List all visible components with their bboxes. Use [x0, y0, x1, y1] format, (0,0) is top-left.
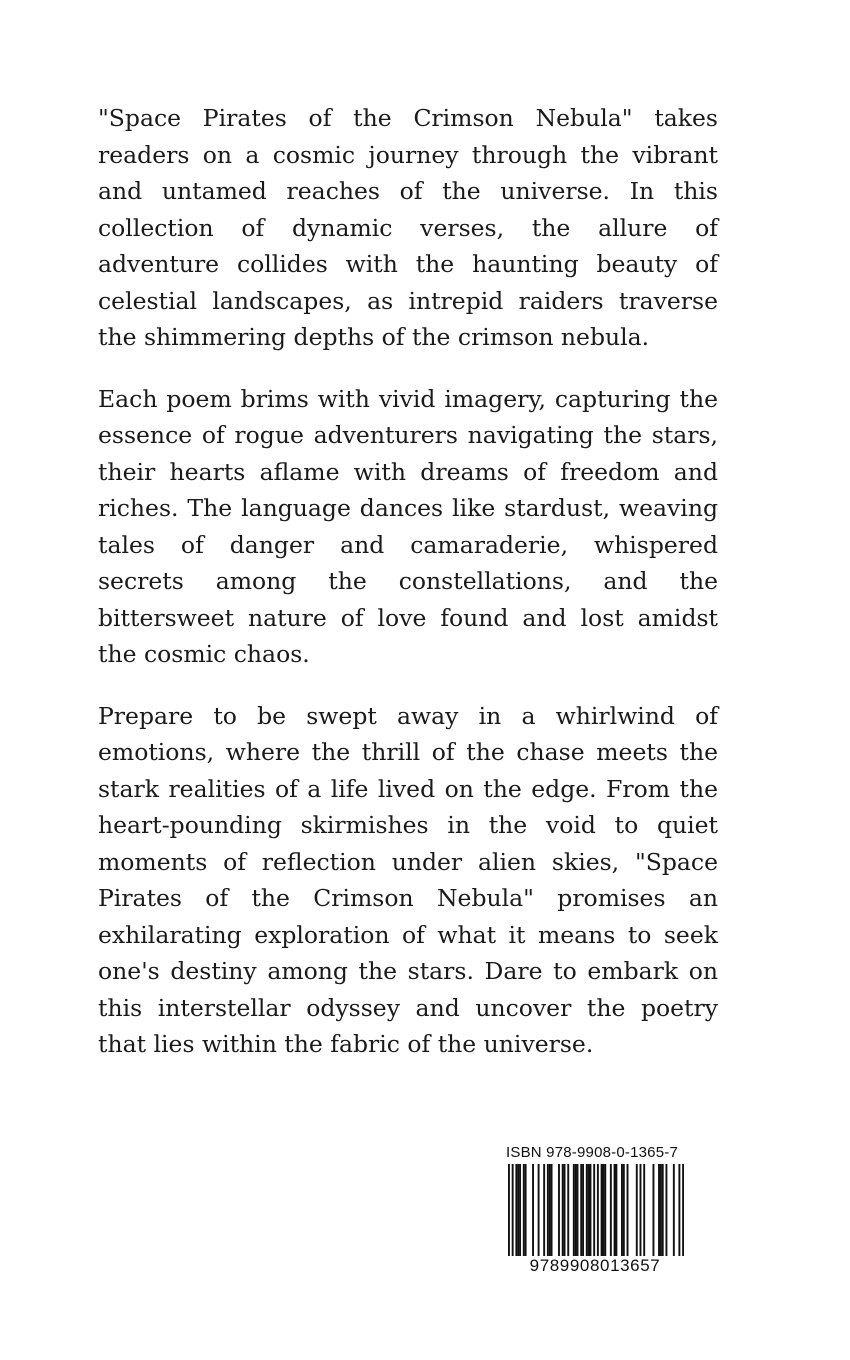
barcode-bar: [547, 1164, 549, 1256]
barcode-bar: [588, 1164, 590, 1256]
barcode-bar: [640, 1164, 642, 1256]
barcode-bar: [682, 1164, 684, 1256]
barcode-bar: [517, 1164, 519, 1256]
barcode-bar: [538, 1164, 540, 1256]
barcode-bar: [673, 1164, 675, 1256]
barcode-bar: [614, 1164, 616, 1256]
barcode-bar: [532, 1164, 534, 1256]
barcode-bar: [573, 1164, 575, 1256]
barcode-bar: [564, 1164, 566, 1256]
barcode-bar: [586, 1164, 588, 1256]
barcode-bar: [623, 1164, 625, 1256]
barcode-bar: [610, 1164, 612, 1256]
barcode-bar: [597, 1164, 599, 1256]
isbn-digits: 9789908013657: [529, 1256, 661, 1275]
barcode-bar: [604, 1164, 606, 1256]
barcode-bar: [512, 1164, 514, 1256]
barcode-bar: [627, 1164, 629, 1256]
barcode-bar: [662, 1164, 664, 1256]
barcode-bar: [660, 1164, 662, 1256]
barcode-bar: [567, 1164, 569, 1256]
barcode-bar: [575, 1164, 577, 1256]
barcode-bar: [665, 1164, 667, 1256]
barcode-bar: [562, 1164, 564, 1256]
blurb-paragraph-3: Prepare to be swept away in a whirlwind of emotions, where the thrill of the chase meets the stark realities of a life lived on the edge. From the heart-pounding skirmishes in the void to quiet moments of reflection under alien skies, "Space Pirates of the Crimson Nebula" promises an exhilarating exploration of what it means to seek one's destiny among the stars. Dare to embark on this interstellar odyssey and uncover the poetry that lies within the fabric of the universe.: [98, 701, 718, 1058]
barcode-bar: [549, 1164, 551, 1256]
barcode-bar: [678, 1164, 680, 1256]
barcode-bar: [653, 1164, 655, 1256]
barcode-bar: [615, 1164, 617, 1256]
barcode-bar: [593, 1164, 595, 1256]
barcode-bar: [551, 1164, 553, 1256]
barcode-bar: [519, 1164, 521, 1256]
barcode-bar: [590, 1164, 592, 1256]
blurb-paragraph-2: Each poem brims with vivid imagery, capturing the essence of rogue adventurers navigating the stars, their hearts aflame with dreams of freedom and riches. The language dances like stardust, weaving tales of danger and camaraderie, whispered secrets among the constellations, and the bittersweet nature of love found and lost amidst the cosmic chaos.: [98, 384, 718, 668]
isbn-barcode-block: [500, 1142, 690, 1290]
barcode-icon: [508, 1164, 684, 1256]
barcode-bar: [515, 1164, 517, 1256]
barcode-bar: [643, 1164, 645, 1256]
barcode-bar: [508, 1164, 510, 1256]
barcode-bar: [636, 1164, 638, 1256]
barcode-bar: [658, 1164, 660, 1256]
barcode-bar: [543, 1164, 545, 1256]
isbn-label: ISBN 978-9908-0-1365-7: [506, 1144, 679, 1161]
back-cover-blurb: [98, 100, 718, 1088]
barcode-bar: [580, 1164, 582, 1256]
barcode-bar: [558, 1164, 560, 1256]
barcode-bar: [601, 1164, 603, 1256]
barcode-bar: [577, 1164, 579, 1256]
barcode-bar: [582, 1164, 584, 1256]
barcode-bar: [621, 1164, 623, 1256]
barcode-bar: [525, 1164, 527, 1256]
barcode-bar: [602, 1164, 604, 1256]
blurb-paragraph-1: "Space Pirates of the Crimson Nebula" takes readers on a cosmic journey through the vibrant and untamed reaches of the universe. In this collection of dynamic verses, the allure of adventure collides with the haunting beauty of celestial landscapes, as intrepid raiders traverse the shimmering depths of the crimson nebula.: [98, 104, 718, 351]
barcode-bar: [523, 1164, 525, 1256]
